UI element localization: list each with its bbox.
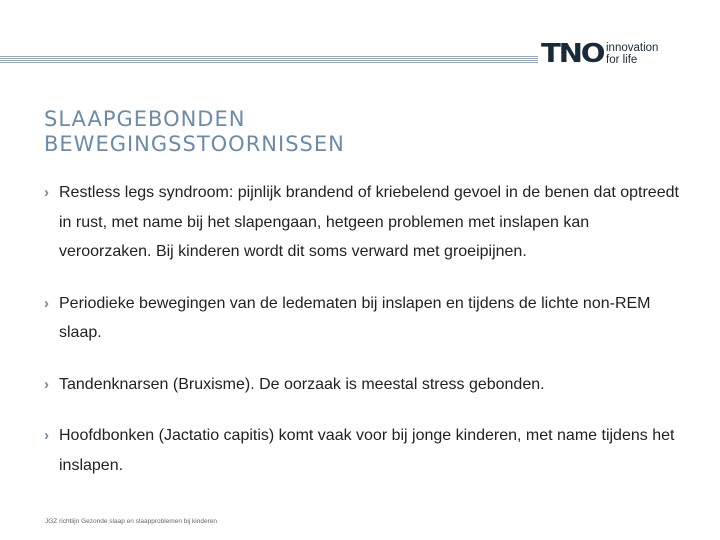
bullet-list <box>44 178 684 502</box>
tno-logo <box>541 39 701 69</box>
bullet-marker-icon: › <box>44 184 49 201</box>
logo-mark: TNO <box>541 39 604 69</box>
bullet-item-periodic-movements <box>44 289 684 348</box>
header-rule <box>0 56 538 64</box>
logo-tagline-line1: innovation <box>606 42 659 54</box>
slide-title-line2: BEWEGINGSSTOORNISSEN <box>44 132 345 156</box>
slide-title-line1: SLAAPGEBONDEN <box>44 107 246 131</box>
bullet-item-bruxism <box>44 370 684 400</box>
bullet-item-head-banging <box>44 421 684 480</box>
bullet-marker-icon: › <box>44 427 49 444</box>
bullet-text: Tandenknarsen (Bruxisme). De oorzaak is meestal stress gebonden. <box>59 375 545 393</box>
bullet-text: Restless legs syndroom: pijnlijk brandend of kriebelend gevoel in de benen dat optreedt in rust, met name bij het slapengaan, hetgeen problemen met inslapen kan veroorzaken. Bij kinderen wordt dit soms verward met groeipijnen. <box>59 184 679 260</box>
bullet-marker-icon: › <box>44 294 49 312</box>
bullet-text: Periodieke bewegingen van de ledematen bij inslapen en tijdens de lichte non-REM slaap. <box>59 294 651 341</box>
slide-title <box>44 107 684 157</box>
footer-source: JGZ richtlijn Gezonde slaap en slaapproblemen bij kinderen <box>45 518 217 525</box>
logo-tagline-line2: for life <box>606 54 638 66</box>
bullet-text: Hoofdbonken (Jactatio capitis) komt vaak voor bij jonge kinderen, met name tijdens het inslapen. <box>59 427 675 474</box>
bullet-marker-icon: › <box>44 375 49 393</box>
logo-tagline <box>606 42 701 66</box>
bullet-item-restless-legs <box>44 178 684 267</box>
